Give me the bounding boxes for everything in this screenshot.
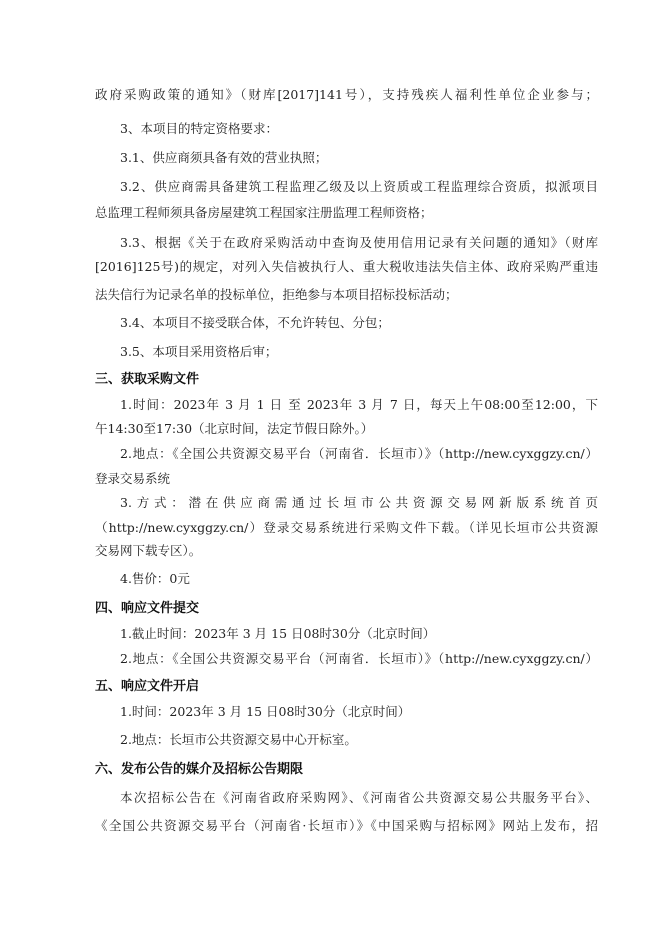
list-item: 1.截止时间：2023年 3 月 15 日08时30分（北京时间） <box>120 626 436 641</box>
list-item: 3.方式：潜在供应商需通过长垣市公共资源交易网新版系统首页 <box>120 495 598 510</box>
list-item: 1.时间：2023年 3 月 15 日08时30分（北京时间） <box>120 704 411 719</box>
paragraph-line: （http://new.cyxggzy.cn/）登录交易系统进行采购文件下载。（详见长垣市公共资源 <box>95 520 598 535</box>
paragraph-line: 登录交易系统 <box>95 471 171 486</box>
section-heading: 四、响应文件提交 <box>95 601 200 616</box>
section-heading: 六、发布公告的媒介及招标公告期限 <box>95 762 304 777</box>
paragraph-line: [2016]125号)的规定，对列入失信被执行人、重大税收违法失信主体、政府采购严重违 <box>95 259 598 274</box>
paragraph-line: 《全国公共资源交易平台（河南省·长垣市）》《中国采购与招标网》网站上发布，招 <box>95 818 598 833</box>
section-heading: 五、响应文件开启 <box>95 679 200 694</box>
paragraph-line: 政府采购政策的通知》（财库[2017]141号），支持残疾人福利性单位企业参与； <box>95 87 598 102</box>
requirement-item: 3.5、本项目采用资格后审； <box>120 344 278 359</box>
list-item: 4.售价：0元 <box>120 571 190 586</box>
list-item: 2.地点：长垣市公共资源交易中心开标室。 <box>120 732 357 747</box>
list-item: 1.时间：2023年 3 月 1 日 至 2023年 3 月 7 日，每天上午08:00至12:00，下 <box>120 397 598 412</box>
list-item: 2.地点：《全国公共资源交易平台（河南省．长垣市）》（http://new.cyxggzy.cn/） <box>120 446 598 461</box>
paragraph-line: 总监理工程师须具备房屋建筑工程国家注册监理工程师资格； <box>95 205 433 220</box>
requirement-item: 3.3、根据《关于在政府采购活动中查询及使用信用记录有关问题的通知》（财库 <box>120 235 598 250</box>
paragraph-line: 午14:30至17:30（北京时间，法定节假日除外。） <box>95 421 374 436</box>
section-heading: 三、获取采购文件 <box>95 372 200 387</box>
paragraph-line: 交易网下载专区）。 <box>95 543 202 558</box>
paragraph-line: 本次招标公告在《河南省政府采购网》、《河南省公共资源交易公共服务平台》、 <box>120 790 598 805</box>
list-item: 2.地点：《全国公共资源交易平台（河南省．长垣市）》（http://new.cyxggzy.cn/） <box>120 651 598 666</box>
paragraph-line: 法失信行为记录名单的投标单位，拒绝参与本项目招标投标活动； <box>95 287 458 302</box>
requirement-item: 3.2、供应商需具备建筑工程监理乙级及以上资质或工程监理综合资质，拟派项目 <box>120 179 598 194</box>
requirement-item: 3.1、供应商须具备有效的营业执照； <box>120 150 328 165</box>
requirement-heading: 3、本项目的特定资格要求： <box>120 121 278 136</box>
requirement-item: 3.4、本项目不接受联合体，不允许转包、分包； <box>120 315 390 330</box>
